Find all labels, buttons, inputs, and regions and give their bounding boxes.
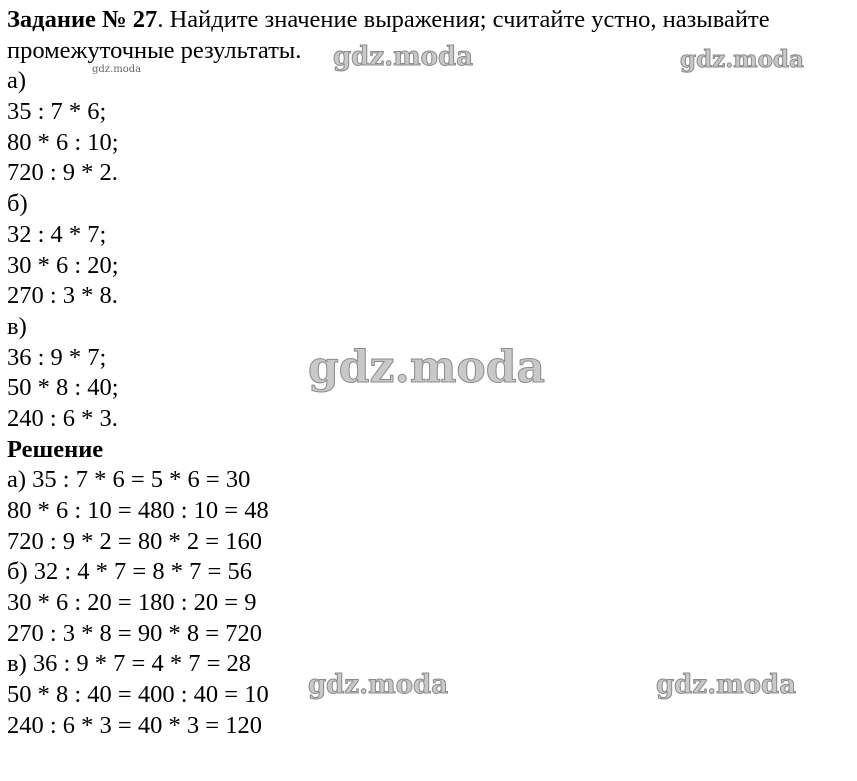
watermark: gdz.moda bbox=[656, 670, 797, 700]
solution-line: 50 * 8 : 40 = 400 : 40 = 10 bbox=[7, 681, 269, 709]
part-a-expression: 80 * 6 : 10; bbox=[7, 128, 119, 156]
part-b-expression: 32 : 4 * 7; bbox=[7, 220, 107, 248]
solution-heading: Решение bbox=[7, 435, 104, 463]
solution-line: 30 * 6 : 20 = 180 : 20 = 9 bbox=[7, 589, 257, 617]
part-c-expression: 36 : 9 * 7; bbox=[7, 343, 107, 371]
task-label: Задание № 27 bbox=[7, 6, 158, 33]
watermark-tiny: gdz.moda bbox=[92, 64, 142, 75]
solution-line: а) 35 : 7 * 6 = 5 * 6 = 30 bbox=[7, 466, 251, 494]
part-b-expression: 270 : 3 * 8. bbox=[7, 282, 118, 310]
part-b-expression: 30 * 6 : 20; bbox=[7, 251, 119, 279]
task-text-line-1: . Найдите значение выражения; считайте устно, называйте bbox=[157, 6, 770, 33]
solution-line: в) 36 : 9 * 7 = 4 * 7 = 28 bbox=[7, 650, 252, 678]
part-c-expression: 240 : 6 * 3. bbox=[7, 404, 118, 432]
solution-line: 80 * 6 : 10 = 480 : 10 = 48 bbox=[7, 497, 269, 524]
solution-line: 720 : 9 * 2 = 80 * 2 = 160 bbox=[7, 527, 262, 555]
part-a-expression: 35 : 7 * 6; bbox=[7, 98, 107, 126]
task-text-line-2: промежуточные результаты. bbox=[7, 36, 302, 64]
solution-line: б) 32 : 4 * 7 = 8 * 7 = 56 bbox=[7, 558, 252, 586]
task-document bbox=[7, 5, 852, 742]
solution-line: 270 : 3 * 8 = 90 * 8 = 720 bbox=[7, 619, 262, 647]
watermark: gdz.moda bbox=[333, 42, 474, 72]
part-c-expression: 50 * 8 : 40; bbox=[7, 374, 119, 402]
task-header-line-1 bbox=[7, 5, 852, 36]
part-a-label: а) bbox=[7, 67, 27, 95]
watermark: gdz.moda bbox=[308, 342, 546, 393]
watermark: gdz.moda bbox=[308, 670, 449, 700]
solution-line: 240 : 6 * 3 = 40 * 3 = 120 bbox=[7, 711, 262, 739]
part-a-expression: 720 : 9 * 2. bbox=[7, 159, 118, 187]
part-b-label: б) bbox=[7, 190, 28, 218]
part-c-label: в) bbox=[7, 312, 27, 340]
watermark: gdz.moda bbox=[680, 46, 804, 73]
